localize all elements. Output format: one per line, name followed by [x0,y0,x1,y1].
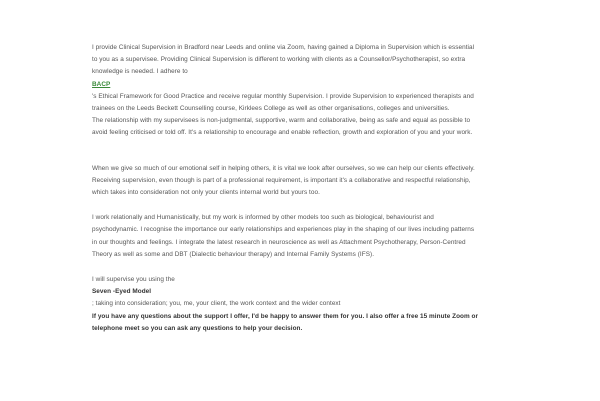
intro-line: The relationship with my supervisees is non-judgmental, supportive, warm and collaborative, being as safe and equal as possible to [92,117,471,125]
closing-line: telephone meet so you can ask any questions to help your decision. [92,324,303,332]
paragraph-line: When we give so much of our emotional self in helping others, it is vital we look after ourselves, so we can help our clients effectively. [92,164,475,172]
intro-line: to you as a supervisee. Providing Clinical Supervision is different to working with clients as a Counsellor/Psychotherapist, so extra [92,56,466,64]
intro-line: 's Ethical Framework for Good Practice and receive regular monthly Supervision. I provide Supervision to experienced therapists and [92,92,474,100]
intro-line: knowledge is needed. I adhere to [92,68,188,76]
paragraph-line: I work relationally and Humanistically, but my work is informed by other models too such as biological, behaviourist and [92,214,434,222]
main-content [92,42,517,335]
spacer [92,140,517,163]
paragraph-line: Receiving supervision, even though is part of a professional requirement, is important it's a collaborative and respectful relationship, [92,176,471,184]
spacer [92,261,517,274]
bacp-link[interactable]: BACP [92,80,111,88]
model-tail: ; taking into consideration; you, me, your client, the work context and the wider context [92,300,341,308]
closing-line: If you have any questions about the support I offer, I'd be happy to answer them for you. I also offer a free 15 minute Zoom or [92,312,479,320]
spacer [92,199,517,212]
model-lead: I will supervise you using the [92,276,175,284]
model-paragraph [92,274,517,335]
intro-line: I provide Clinical Supervision in Bradford near Leeds and online via Zoom, having gained a Diploma in Supervision which is essential [92,44,475,51]
self-care-paragraph [92,163,517,200]
paragraph-line: psychodynamic. I recognise the importance our early relationships and experiences play in the shaping of our lives including patterns [92,226,475,234]
model-name: Seven -Eyed Model [92,288,152,296]
intro-line: trainees on the Leeds Beckett Counselling course, Kirklees College as well as other organisations, colleges and universities. [92,105,450,113]
intro-line: avoid feeling criticised or told off. It's a relationship to encourage and enable reflection, growth and exploration of you and your work. [92,129,473,137]
paragraph-line: Theory as well as some and DBT (Dialectic behaviour therapy) and Internal Family Systems (IFS). [92,250,375,258]
paragraph-line: which takes into consideration not only your clients internal world but yours too. [92,189,320,197]
paragraph-line: in our thoughts and feelings. I integrate the latest research in neuroscience as well as Attachment Psychotherapy, Person-Centred [92,238,466,246]
approach-paragraph [92,212,517,261]
intro-paragraph [92,42,517,140]
